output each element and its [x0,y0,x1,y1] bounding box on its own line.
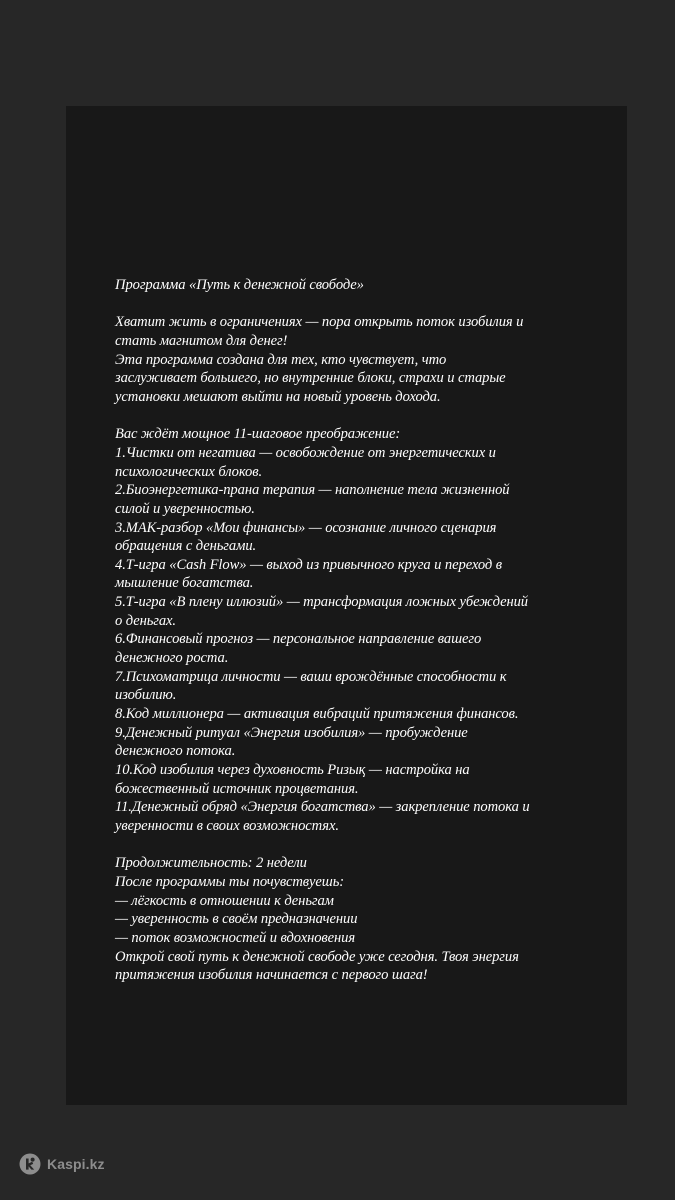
step-line: 5.Т-игра «В плену иллюзий» — трансформация ложных убеждений [115,594,528,611]
step-line: денежного роста. [115,650,229,667]
closing-line: Открой свой путь к денежной свободе уже сегодня. Твоя энергия [115,948,519,965]
step-line: мышление богатства. [115,575,254,592]
closing-paragraph [115,948,595,985]
intro-line: установки мешают выйти на новый уровень дохода. [115,388,441,405]
intro-line: Эта программа создана для тех, кто чувствует, что [115,351,447,368]
intro-line: Хватит жить в ограничениях — пора открыть поток изобилия и [115,314,524,331]
benefit-item: — лёгкость в отношении к деньгам [115,892,334,909]
step-line: 6.Финансовый прогноз — персональное направление вашего [115,631,482,648]
intro-paragraph [115,313,595,406]
step-line: божественный источник процветания. [115,780,359,797]
step-line: 1.Чистки от негатива — освобождение от энергетических и [115,444,496,461]
step-line: 10.Код изобилия через духовность Ризық — настройка на [115,762,470,779]
steps-heading: Вас ждёт мощное 11-шаговое преображение: [115,426,401,443]
step-line: уверенности в своих возможностях. [115,818,339,834]
kaspi-watermark [19,1152,105,1176]
program-text [115,276,595,985]
step-line: 2.Биоэнергетика-прана терапия — наполнение тела жизненной [115,482,510,499]
spacer [115,295,595,314]
step-line: 11.Денежный обряд «Энергия богатства» — закрепление потока и [115,799,530,816]
step-line: изобилию. [115,687,177,704]
benefit-item: — поток возможностей и вдохновения [115,929,356,946]
kaspi-logo-icon [19,1153,41,1175]
step-line: силой и уверенностью. [115,500,255,517]
step-line: о деньгах. [115,612,176,629]
step-line: психологических блоков. [115,463,262,480]
spacer [115,836,595,855]
step-line: 7.Психоматрица личности — ваши врождённые способности к [115,668,507,685]
after-heading: После программы ты почувствуешь: [115,873,344,890]
watermark-label: Kaspi.kz [47,1156,105,1172]
program-title: Программа «Путь к денежной свободе» [115,277,364,293]
step-line: обращения с деньгами. [115,538,257,555]
benefits-list [115,892,595,948]
step-line: денежного потока. [115,743,236,760]
duration-text: Продолжительность: 2 недели [115,855,307,872]
closing-line: притяжения изобилия начинается с первого шага! [115,967,428,984]
spacer [115,407,595,426]
step-line: 8.Код миллионера — активация вибраций притяжения финансов. [115,706,519,723]
step-line: 4.Т-игра «Cash Flow» — выход из привычного круга и переход в [115,556,502,573]
intro-line: стать магнитом для денег! [115,332,288,349]
intro-line: заслуживает большего, но внутренние блоки, страхи и старые [115,370,506,387]
benefit-item: — уверенность в своём предназначении [115,911,358,928]
steps-list [115,444,595,836]
step-line: 9.Денежный ритуал «Энергия изобилия» — пробуждение [115,724,468,741]
step-line: 3.МАК-разбор «Мои финансы» — осознание личного сценария [115,519,497,536]
